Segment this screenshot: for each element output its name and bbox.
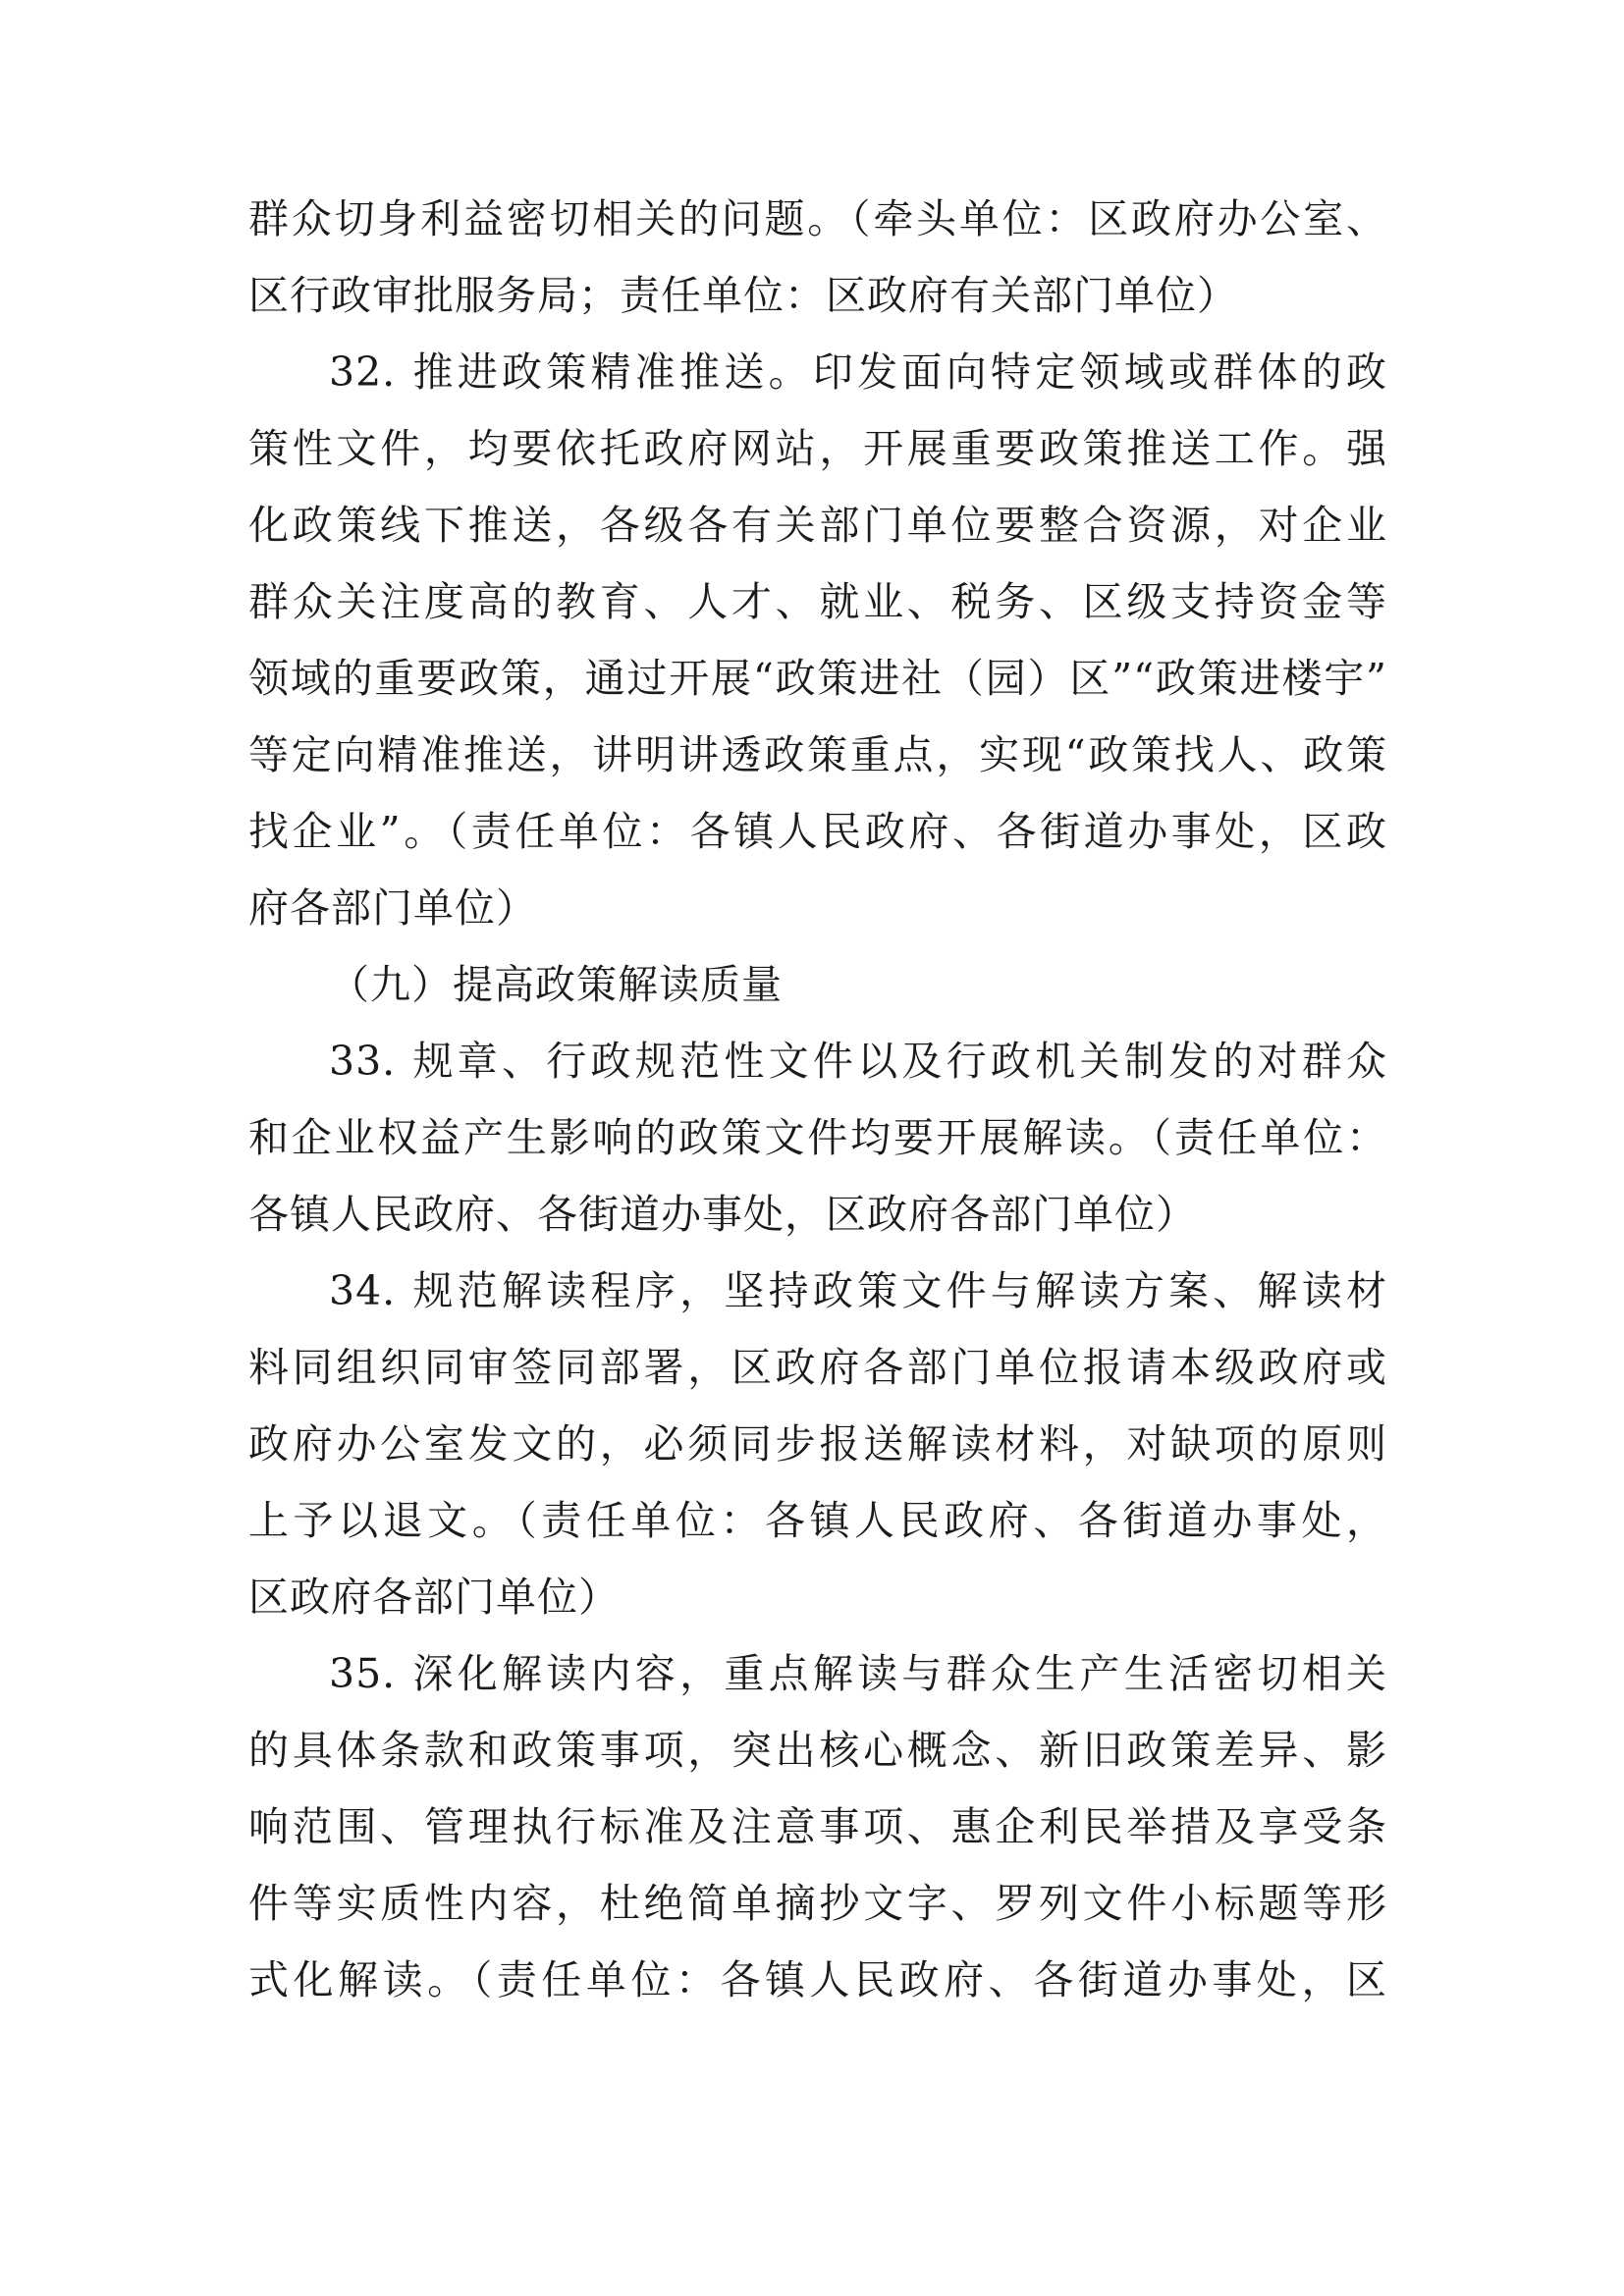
- document-line: 区行政审批服务局；责任单位：区政府有关部门单位）: [248, 272, 1238, 319]
- document-line: 区政府各部门单位）: [248, 1574, 620, 1621]
- document-line: 找企业”。（责任单位：各镇人民政府、各街道办事处，区政: [248, 808, 1387, 855]
- document-line: （九）提高政策解读质量: [329, 961, 783, 1008]
- document-line: 响范围、管理执行标准及注意事项、惠企利民举措及享受条: [248, 1803, 1387, 1850]
- document-line: 群众关注度高的教育、人才、就业、税务、区级支持资金等: [248, 578, 1387, 625]
- document-line: 策性文件，均要依托政府网站，开展重要政策推送工作。强: [248, 425, 1387, 472]
- document-line: 等定向精准推送，讲明讲透政策重点，实现“政策找人、政策: [248, 731, 1387, 778]
- document-line: 35. 深化解读内容，重点解读与群众生产生活密切相关: [329, 1650, 1387, 1697]
- document-line: 政府办公室发文的，必须同步报送解读材料，对缺项的原则: [248, 1420, 1387, 1468]
- document-line: 料同组织同审签同部署，区政府各部门单位报请本级政府或: [248, 1344, 1387, 1391]
- document-line: 上予以退文。（责任单位：各镇人民政府、各街道办事处，: [248, 1497, 1387, 1544]
- document-line: 群众切身利益密切相关的问题。（牵头单位：区政府办公室、: [248, 195, 1387, 242]
- document-line: 化政策线下推送，各级各有关部门单位要整合资源，对企业: [248, 502, 1387, 549]
- document-body: [248, 181, 1387, 2018]
- document-line: 34. 规范解读程序，坚持政策文件与解读方案、解读材: [329, 1267, 1387, 1314]
- document-line: 的具体条款和政策事项，突出核心概念、新旧政策差异、影: [248, 1727, 1387, 1774]
- document-line: 式化解读。（责任单位：各镇人民政府、各街道办事处，区: [248, 1956, 1387, 2003]
- document-line: 府各部门单位）: [248, 884, 537, 932]
- document-line: 各镇人民政府、各街道办事处，区政府各部门单位）: [248, 1191, 1197, 1238]
- document-line: 领域的重要政策，通过开展“政策进社（园）区”“政策进楼宇”: [248, 655, 1387, 702]
- document-line: 33. 规章、行政规范性文件以及行政机关制发的对群众: [329, 1038, 1387, 1085]
- document-line: 和企业权益产生影响的政策文件均要开展解读。（责任单位：: [248, 1114, 1387, 1161]
- document-line: 件等实质性内容，杜绝简单摘抄文字、罗列文件小标题等形: [248, 1880, 1387, 1927]
- document-line: 32. 推进政策精准推送。印发面向特定领域或群体的政: [329, 348, 1387, 396]
